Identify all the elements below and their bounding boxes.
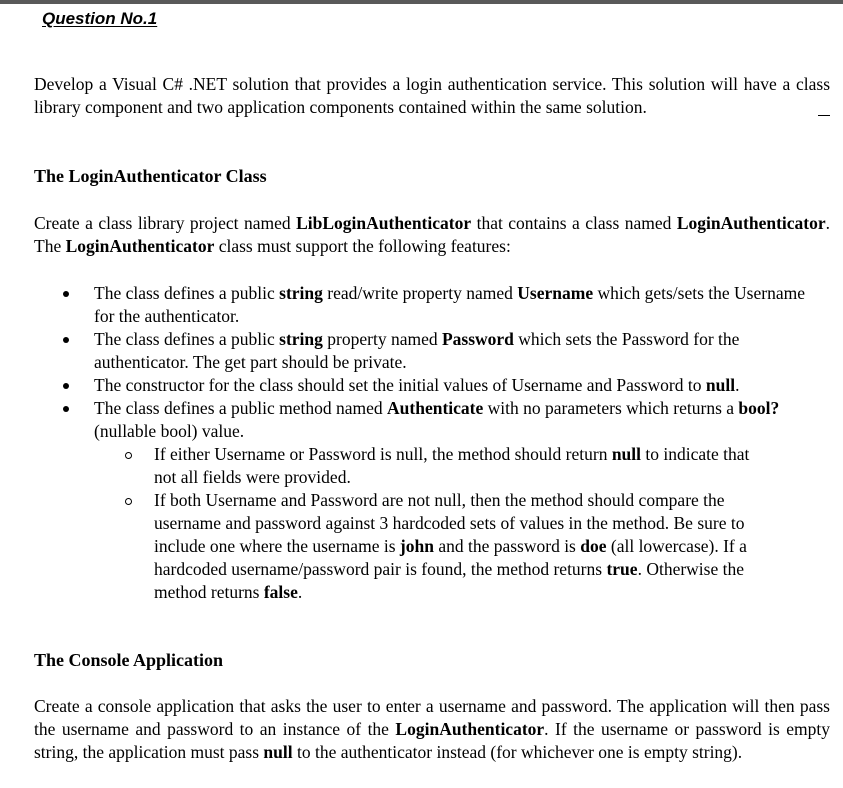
hollow-bullet-icon xyxy=(125,498,132,505)
text-run: If either Username or Password is null, the method should return xyxy=(154,444,612,464)
bullet-icon xyxy=(63,337,69,343)
bold-term: string xyxy=(279,329,323,349)
text-run: read/write property named xyxy=(322,283,518,303)
bullet-icon xyxy=(63,291,69,297)
bold-term: doe xyxy=(580,536,607,556)
console-app-paragraph xyxy=(34,695,830,764)
text-run: The constructor for the class should set the initial values of Username and Password to xyxy=(94,375,706,395)
class-name: LoginAuthenticator xyxy=(676,213,826,233)
list-item xyxy=(0,374,828,397)
text-run: (nullable bool) value. xyxy=(94,421,245,441)
text-run: class must support the following features: xyxy=(214,236,511,256)
question-title: Question No.1 xyxy=(42,9,158,28)
text-run: property named xyxy=(322,329,442,349)
class-library-paragraph xyxy=(34,212,830,258)
text-run: . xyxy=(735,375,740,395)
text-run: which sets the Password for the authenticator. The get part should be private. xyxy=(94,329,740,372)
bold-term: john xyxy=(399,536,434,556)
section-heading-class: The LoginAuthenticator Class xyxy=(34,166,267,186)
text-run: . If the username or password is empty string, the application must pass xyxy=(34,719,830,762)
feature-list xyxy=(0,282,828,604)
bold-term: true xyxy=(606,559,638,579)
bold-term: bool? xyxy=(738,398,780,418)
text-run: The class defines a public xyxy=(94,329,280,349)
text-run: The class defines a public method named xyxy=(94,398,388,418)
project-name: LibLoginAuthenticator xyxy=(296,213,472,233)
bold-term: null xyxy=(263,742,293,762)
text-run: If both Username and Password are not null, then the method should compare the username and password against 3 hardcoded sets of values in the method. Be sure to include one where the username is xyxy=(154,490,745,556)
text-run: . The xyxy=(34,213,830,256)
bullet-icon xyxy=(63,406,69,412)
bold-term: Password xyxy=(441,329,514,349)
hollow-bullet-icon xyxy=(125,452,132,459)
bold-term: Username xyxy=(517,283,594,303)
text-run: to the authenticator instead (for whichever one is empty string). xyxy=(292,742,743,762)
text-run: . xyxy=(297,582,303,602)
bold-term: false xyxy=(263,582,298,602)
text-run: and the password is xyxy=(433,536,581,556)
list-item xyxy=(0,397,828,604)
bold-term: null xyxy=(611,444,642,464)
text-run: to indicate that not all fields were provided. xyxy=(154,444,750,487)
class-name: LoginAuthenticator xyxy=(65,236,215,256)
bold-term: string xyxy=(279,283,323,303)
text-run: . Otherwise the method returns xyxy=(154,559,744,602)
line-end-mark xyxy=(818,115,830,116)
intro-paragraph: Develop a Visual C# .NET solution that provides a login authentication service. This solution will have a class library component and two application components contained within the same solution. xyxy=(34,74,830,117)
bold-term: Authenticate xyxy=(387,398,484,418)
section-heading-console: The Console Application xyxy=(34,650,224,670)
text-run: The class defines a public xyxy=(94,283,280,303)
text-run: with no parameters which returns a xyxy=(483,398,739,418)
sub-list xyxy=(94,443,828,604)
text-run: Create a console application that asks the user to enter a username and password. The application will then pass the username and password to an instance of the xyxy=(34,696,830,739)
top-rule xyxy=(0,0,843,4)
text-run: (all lowercase). If a hardcoded username/password pair is found, the method returns xyxy=(154,536,747,579)
text-run: which gets/sets the Username for the authenticator. xyxy=(94,283,805,326)
sub-list-item xyxy=(94,489,770,604)
bold-term: null xyxy=(705,375,736,395)
class-name: LoginAuthenticator xyxy=(395,719,545,739)
list-item xyxy=(0,328,828,374)
bullet-icon xyxy=(63,383,69,389)
sub-list-item xyxy=(94,443,770,489)
list-item xyxy=(0,282,828,328)
text-run: Create a class library project named xyxy=(34,213,297,233)
text-run: that contains a class named xyxy=(471,213,677,233)
